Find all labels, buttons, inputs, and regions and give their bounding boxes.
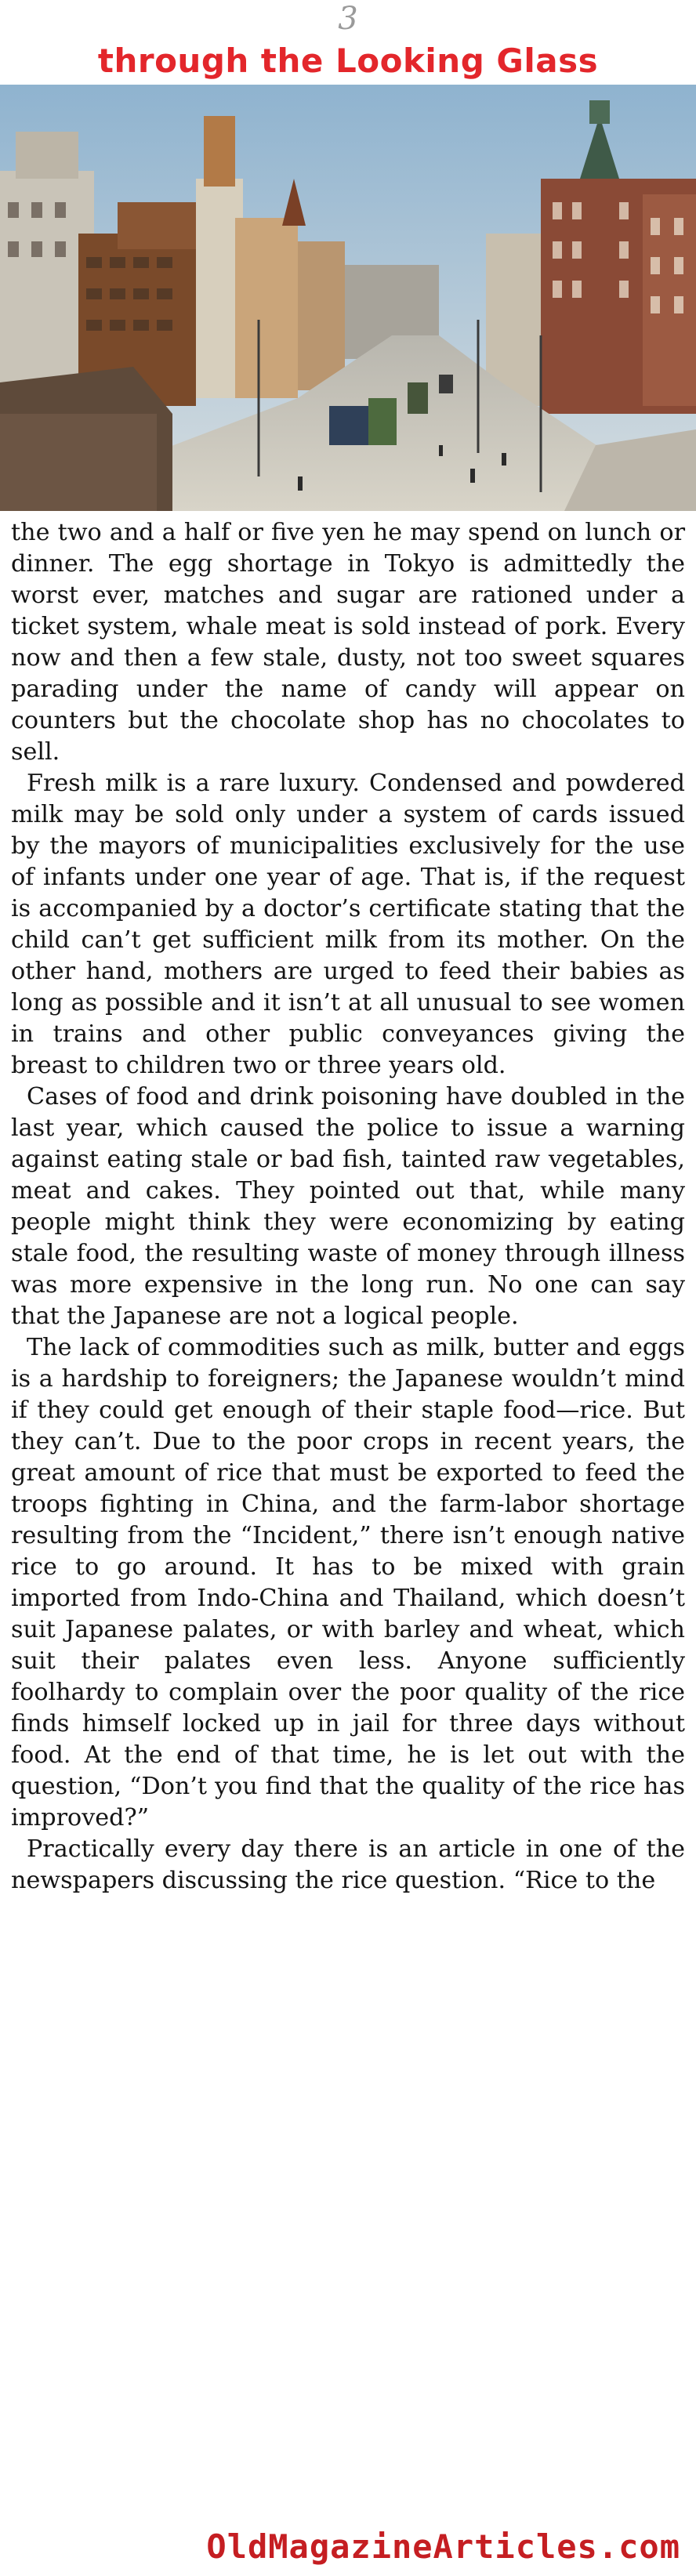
article-paragraph: The lack of commodities such as milk, butter and eggs is a hardship to foreigners; the Japanese wouldn’t mind if they could get enough of their staple food—rice. But they can’t. Due to the poor crops in recent years, the great amount of rice that must be exported to feed the troops fighting in China, and the farm-labor shortage resulting from the “Incident,” there isn’t enough native rice to go around. It has to be mixed with grain imported from Indo-China and Thailand, which doesn’t suit Japanese palates, or with barley and wheat, which suit their palates even less. Anyone sufficiently foolhardy to complain over the poor quality of the rice finds himself locked up in jail for three days without food. At the end of that time, he is let out with the question, “Don’t you find that the quality of the rice has improved?”	[11, 1334, 685, 1831]
article-paragraph: Fresh milk is a rare luxury. Condensed and powdered milk may be sold only under a system of cards issued by the mayors of municipalities exclusively for the use of infants under one year of age. That is, if the request is accompanied by a doctor’s certificate stating that the child can’t get sufficient milk from its mother. On the other hand, mothers are urged to feed their babies as long as possible and it isn’t at all unusual to see women in trains and other public conveyances giving the breast to children two or three years old.	[11, 770, 685, 1079]
page-number: 3	[338, 1, 358, 37]
article-paragraph: the two and a half or five yen he may spend on lunch or dinner. The egg shortage in Tokyo is admittedly the worst ever, matches and sugar are rationed under a ticket system, whale meat is sold instead of pork. Every now and then a few stale, dusty, not too sweet squares parading under the name of candy will appear on counters but the chocolate shop has no chocolates to sell.	[11, 519, 685, 766]
article-paragraph: Cases of food and drink poisoning have doubled in the last year, which caused the police to issue a warning against eating stale or bad fish, tainted raw vegetables, meat and cakes. They pointed out that, while many people might think they were economizing by eating stale food, the resulting waste of money through illness was more expensive in the long run. No one can say that the Japanese are not a logical people.	[11, 1083, 685, 1330]
article-body	[11, 517, 685, 1897]
article-paragraph: Practically every day there is an article in one of the newspapers discussing the rice question. “Rice to the	[11, 1835, 685, 1894]
footer	[0, 2514, 696, 2576]
headline: through the Looking Glass	[97, 42, 599, 80]
tokyo-street-photo	[0, 85, 696, 511]
site-watermark: OldMagazineArticles.com	[206, 2527, 680, 2566]
